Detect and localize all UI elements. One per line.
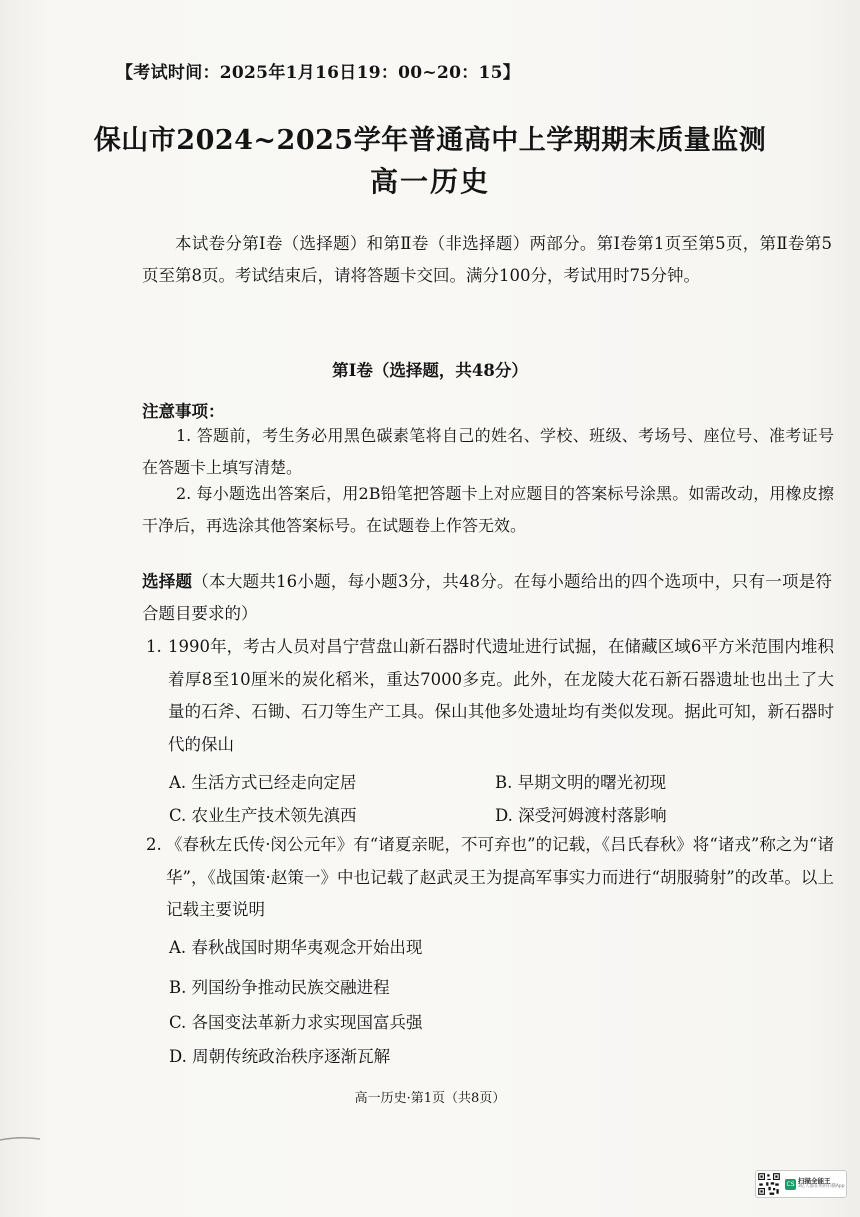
scanner-name: 扫描全能王	[798, 1177, 831, 1185]
choice-section-text: （本大题共16小题，每小题3分，共48分。在每小题给出的四个选项中，只有一项是符合题目要求的）	[142, 572, 832, 623]
camscanner-logo: CS	[786, 1180, 795, 1188]
page-footer: 高一历史·第1页（共8页）	[354, 1091, 506, 1106]
section-one-heading: 第Ⅰ卷（选择题，共48分）	[332, 361, 528, 380]
notice-item-1: 1. 答题前，考生务必用黑色碳素笔将自己的姓名、学校、班级、考场号、座位号、准考证号在答题卡上填写清楚。	[142, 426, 834, 477]
question-2-stem: 《春秋左氏传·闵公元年》有“诸夏亲昵，不可弃也”的记载，《吕氏春秋》将“诸戎”称之为“诸华”，《战国策·赵策一》中也记载了赵武灵王为提高军事实力而进行“胡服骑射”的改革。以上记载主要说明	[166, 835, 834, 919]
scan-shadow-mark	[0, 1135, 40, 1143]
scanner-tagline: 3亿人都在用的扫描App	[798, 1184, 845, 1190]
notice-title: 注意事项：	[142, 402, 225, 421]
intro-paragraph: 本试卷分第Ⅰ卷（选择题）和第Ⅱ卷（非选择题）两部分。第Ⅰ卷第1页至第5页，第Ⅱ卷第5页至第8页。考试结束后，请将答题卡交回。满分100分，考试用时75分钟。	[142, 234, 832, 285]
question-1-stem: 1990年，考古人员对昌宁营盘山新石器时代遗址进行试掘，在储藏区域6平方米范围内堆积着厚8至10厘米的炭化稻米，重达7000多克。此外，在龙陵大花石新石器遗址也出土了大量的石斧、石锄、石刀等生产工具。保山其他多处遗址均有类似发现。据此可知，新石器时代的保山	[168, 637, 834, 754]
notice-item-2: 2. 每小题选出答案后，用2B铅笔把答题卡上对应题目的答案标号涂黑。如需改动，用橡皮擦干净后，再选涂其他答案标号。在试题卷上作答无效。	[142, 484, 834, 535]
choice-section-label: 选择题	[142, 572, 193, 591]
question-1	[146, 631, 834, 761]
exam-subject: 高一历史	[369, 165, 490, 198]
exam-title: 保山市2024~2025学年普通高中上学期期末质量监测	[93, 125, 767, 156]
qr-code-icon	[757, 1172, 781, 1196]
choice-section-instructions	[142, 566, 832, 630]
question-1-option-b: B. 早期文明的曙光初现	[495, 773, 667, 792]
question-1-option-a: A. 生活方式已经走向定居	[169, 773, 357, 792]
question-1-number: 1.	[146, 637, 162, 656]
question-1-option-c: C. 农业生产技术领先滇西	[169, 806, 357, 825]
question-1-option-d: D. 深受河姆渡村落影响	[495, 806, 667, 825]
question-2-number: 2.	[146, 835, 162, 854]
scanner-text	[798, 1178, 845, 1190]
question-2-option-b: B. 列国纷争推动民族交融进程	[169, 978, 390, 997]
question-2	[146, 829, 834, 927]
scanner-watermark	[755, 1170, 847, 1198]
question-2-option-c: C. 各国变法革新力求实现国富兵强	[169, 1013, 423, 1032]
exam-time: 【考试时间：2025年1月16日19：00~20：15】	[116, 63, 521, 83]
question-2-option-d: D. 周朝传统政治秩序逐渐瓦解	[169, 1047, 391, 1066]
question-2-option-a: A. 春秋战国时期华夷观念开始出现	[169, 938, 423, 957]
